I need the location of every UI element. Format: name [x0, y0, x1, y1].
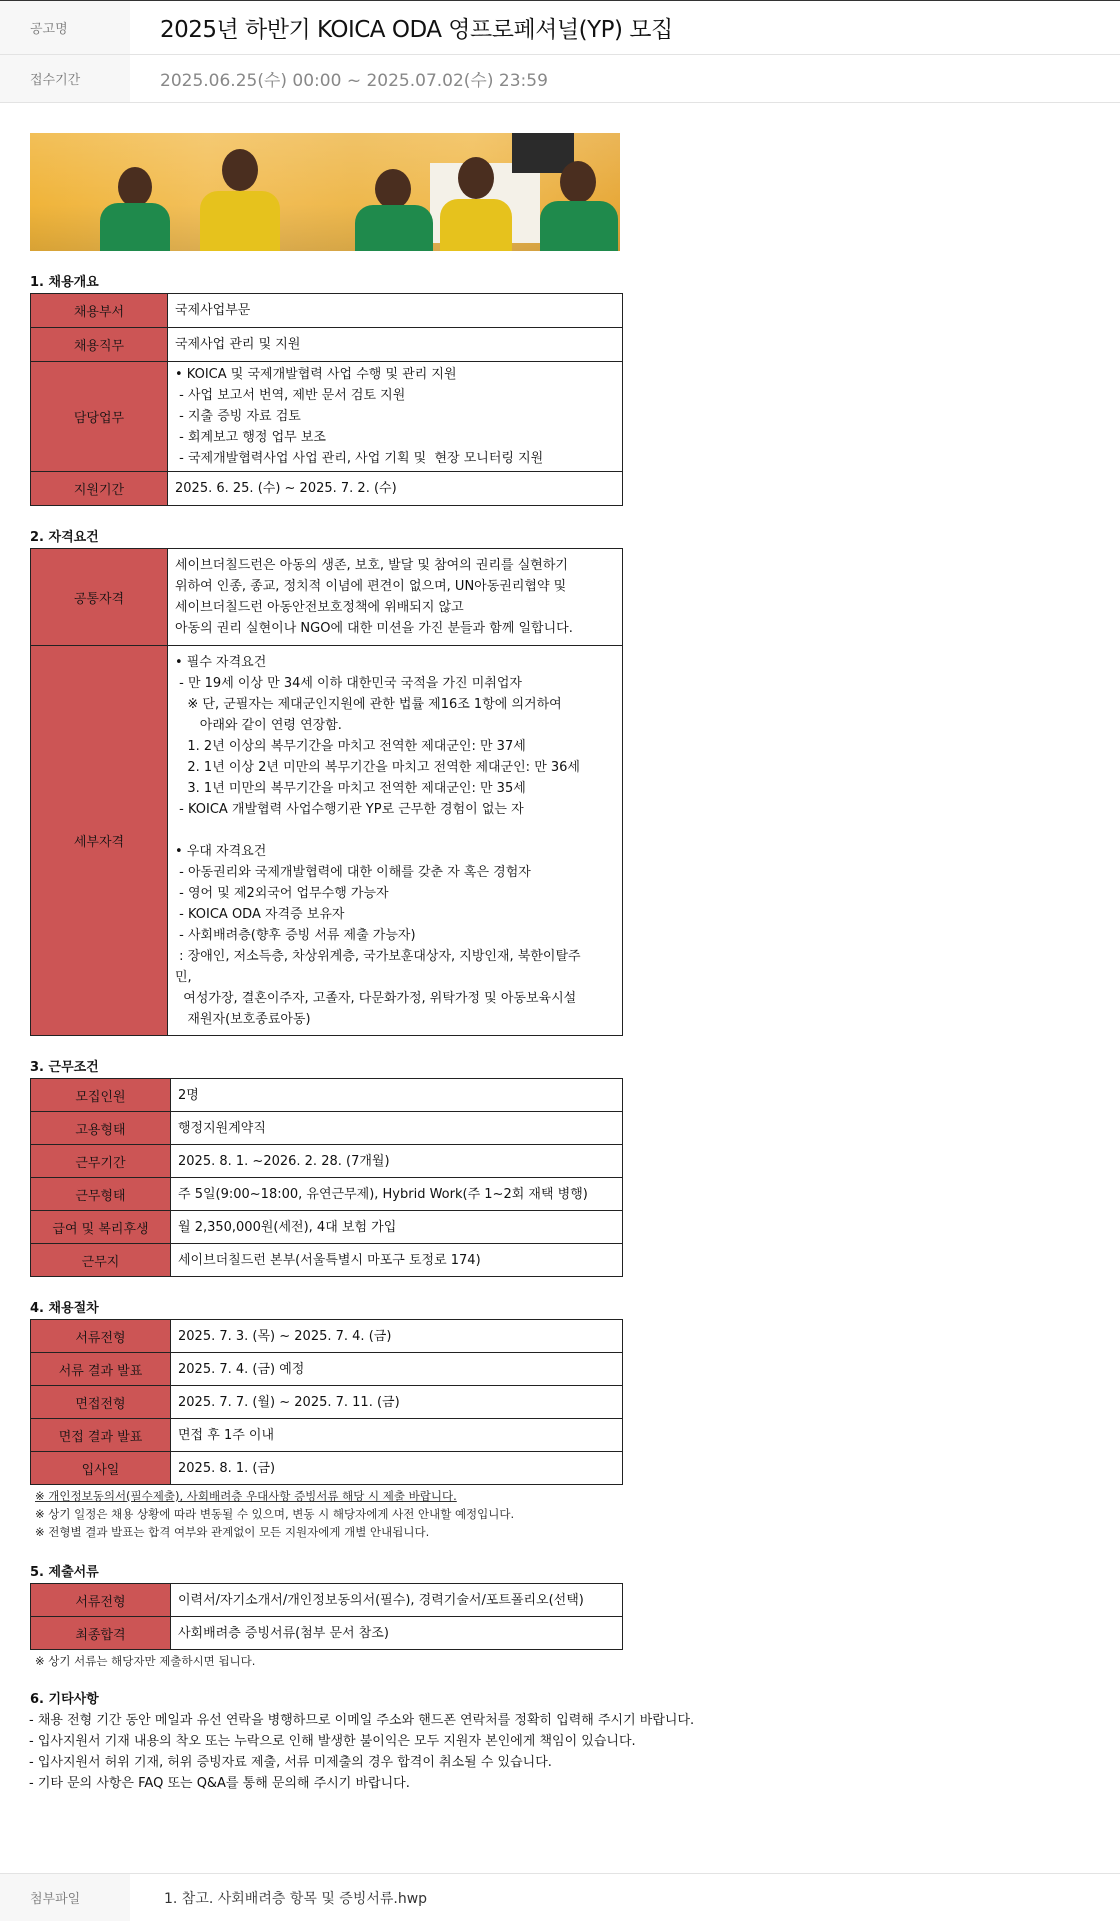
- section-title-qualifications: 2. 자격요건: [30, 530, 99, 545]
- table-row: 면접 결과 발표 면접 후 1주 이내: [31, 1419, 623, 1452]
- table-row: 세부자격 • 필수 자격요건 - 만 19세 이상 만 34세 이하 대한민국 국적을 가진 미취업자 ※ 단, 군필자는 제대군인지원에 관한 법률 제16조 1항에 의거하여 아래와 같이 연령 연장함. 1. 2년 이상의 복무기간을 마치고 전역한 제대군인: 만 37세 2. 1년 이상 2년 미만의 복무기간을 마치고 전역한 제대군인: 만 36세 3. 1년 미만의 복무기간을 마치고 전역한 제대군인: 만 35세 - KOICA 개발협력 사업수행기관 YP로 근무한 경험이 없는 자 • 우대 자격요건 - 아동권리와 국제개발협력에 대한 이해를 갖춘 자 혹은 경험자 - 영어 및 제2외국어 업무수행 가능자 - KOICA ODA 자격증 보유자 - 사회배려층(향후 증빙 서류 제출 가능자) : 장애인, 저소득층, 차상위계층, 국가보훈대상자, 지방인재, 북한이탈주 민, 여성가장, 결혼이주자, 고졸자, 다문화가정, 위탁가정 및 아동보육시설 재원자(보호종료아동): [31, 646, 623, 1036]
- application-period-label: 접수기간: [0, 55, 130, 102]
- table-row: 입사일 2025. 8. 1. (금): [31, 1452, 623, 1485]
- attachment-file-link[interactable]: 1. 참고. 사회배려층 항목 및 증빙서류.hwp: [164, 1890, 428, 1907]
- table-row: 최종합격 사회배려층 증빙서류(첨부 문서 참조): [31, 1617, 623, 1650]
- etc-line: - 입사지원서 기재 내용의 착오 또는 누락으로 인해 발생한 불이익은 모두 지원자 본인에게 책임이 있습니다.: [29, 1734, 636, 1749]
- conditions-table: [30, 1078, 623, 1277]
- qualifications-table: [30, 548, 623, 1036]
- row-label: 최종합격: [31, 1617, 171, 1650]
- table-row: 담당업무 • KOICA 및 국제개발협력 사업 수행 및 관리 지원 - 사업 보고서 번역, 제반 문서 검토 지원 - 지출 증빙 자료 검토 - 회계보고 행정 업무 보조 - 국제개발협력사업 사업 관리, 사업 기획 및 현장 모니터링 지원: [31, 362, 623, 472]
- notice-title-row: [0, 1, 1120, 55]
- row-label: 서류 결과 발표: [31, 1353, 171, 1386]
- documents-table: [30, 1583, 623, 1650]
- section-title-overview: 1. 채용개요: [30, 275, 99, 290]
- table-row: 공통자격 세이브더칠드런은 아동의 생존, 보호, 발달 및 참여의 권리를 실현하기 위하여 인종, 종교, 정치적 이념에 편견이 없으며, UN아동권리협약 및 세이브더칠드런 아동안전보호정책에 위배되지 않고 아동의 권리 실현이나 NGO에 대한 미션을 가진 분들과 함께 일합니다.: [31, 549, 623, 646]
- notice-title-label: 공고명: [0, 1, 130, 54]
- table-row: 지원기간 2025. 6. 25. (수) ~ 2025. 7. 2. (수): [31, 472, 623, 506]
- application-period-row: [0, 55, 1120, 103]
- table-row: 서류전형 2025. 7. 3. (목) ~ 2025. 7. 4. (금): [31, 1320, 623, 1353]
- row-label: 모집인원: [31, 1079, 171, 1112]
- row-label: 면접 결과 발표: [31, 1419, 171, 1452]
- row-label: 급여 및 복리후생: [31, 1211, 171, 1244]
- row-label: 면접전형: [31, 1386, 171, 1419]
- row-label: 세부자격: [31, 646, 168, 1036]
- attachment-row: [0, 1873, 1120, 1921]
- row-label: 서류전형: [31, 1320, 171, 1353]
- documents-note: ※ 상기 서류는 해당자만 제출하시면 됩니다.: [35, 1654, 256, 1668]
- etc-line: - 입사지원서 허위 기재, 허위 증빙자료 제출, 서류 미제출의 경우 합격이 취소될 수 있습니다.: [29, 1755, 552, 1770]
- row-label: 입사일: [31, 1452, 171, 1485]
- row-label: 지원기간: [31, 472, 168, 506]
- table-row: 채용부서 국제사업부문: [31, 294, 623, 328]
- table-row: 채용직무 국제사업 관리 및 지원: [31, 328, 623, 362]
- table-row: 모집인원 2명: [31, 1079, 623, 1112]
- process-note-results: ※ 전형별 결과 발표는 합격 여부와 관계없이 모든 지원자에게 개별 안내됩니다.: [35, 1525, 430, 1539]
- row-label: 근무기간: [31, 1145, 171, 1178]
- etc-line: - 기타 문의 사항은 FAQ 또는 Q&A를 통해 문의해 주시기 바랍니다.: [29, 1776, 410, 1791]
- table-row: 근무형태 주 5일(9:00~18:00, 유연근무제), Hybrid Work(주 1~2회 재택 병행): [31, 1178, 623, 1211]
- table-row: 면접전형 2025. 7. 7. (월) ~ 2025. 7. 11. (금): [31, 1386, 623, 1419]
- section-title-documents: 5. 제출서류: [30, 1565, 99, 1580]
- process-table: [30, 1319, 623, 1485]
- table-row: 근무지 세이브더칠드런 본부(서울특별시 마포구 토정로 174): [31, 1244, 623, 1277]
- table-row: 급여 및 복리후생 월 2,350,000원(세전), 4대 보험 가입: [31, 1211, 623, 1244]
- process-note-schedule: ※ 상기 일정은 채용 상황에 따라 변동될 수 있으며, 변동 시 해당자에게 사전 안내할 예정입니다.: [35, 1507, 515, 1521]
- posting-content: [30, 133, 1110, 1794]
- row-label: 서류전형: [31, 1584, 171, 1617]
- table-row: 서류전형 이력서/자기소개서/개인정보동의서(필수), 경력기술서/포트폴리오(선택): [31, 1584, 623, 1617]
- row-label: 채용직무: [31, 328, 168, 362]
- row-label: 공통자격: [31, 549, 168, 646]
- row-label: 근무지: [31, 1244, 171, 1277]
- notice-title: 2025년 하반기 KOICA ODA 영프로페셔널(YP) 모집: [160, 17, 673, 43]
- attachment-label: 첨부파일: [0, 1874, 130, 1921]
- process-note-documents: ※ 개인정보동의서(필수제출), 사회배려층 우대사항 증빙서류 해당 시 제출 바랍니다.: [35, 1489, 457, 1503]
- section-title-etc: 6. 기타사항: [30, 1692, 99, 1707]
- table-row: 근무기간 2025. 8. 1. ~2026. 2. 28. (7개월): [31, 1145, 623, 1178]
- banner-image: [30, 133, 620, 251]
- row-label: 채용부서: [31, 294, 168, 328]
- etc-line: - 채용 전형 기간 동안 메일과 유선 연락을 병행하므로 이메일 주소와 핸드폰 연락처를 정확히 입력해 주시기 바랍니다.: [29, 1713, 695, 1728]
- row-label: 담당업무: [31, 362, 168, 472]
- section-title-conditions: 3. 근무조건: [30, 1060, 99, 1075]
- overview-table: [30, 293, 623, 506]
- row-label: 고용형태: [31, 1112, 171, 1145]
- application-period: 2025.06.25(수) 00:00 ~ 2025.07.02(수) 23:59: [160, 71, 548, 91]
- table-row: 서류 결과 발표 2025. 7. 4. (금) 예정: [31, 1353, 623, 1386]
- table-row: 고용형태 행정지원계약직: [31, 1112, 623, 1145]
- row-label: 근무형태: [31, 1178, 171, 1211]
- section-title-process: 4. 채용절차: [30, 1301, 99, 1316]
